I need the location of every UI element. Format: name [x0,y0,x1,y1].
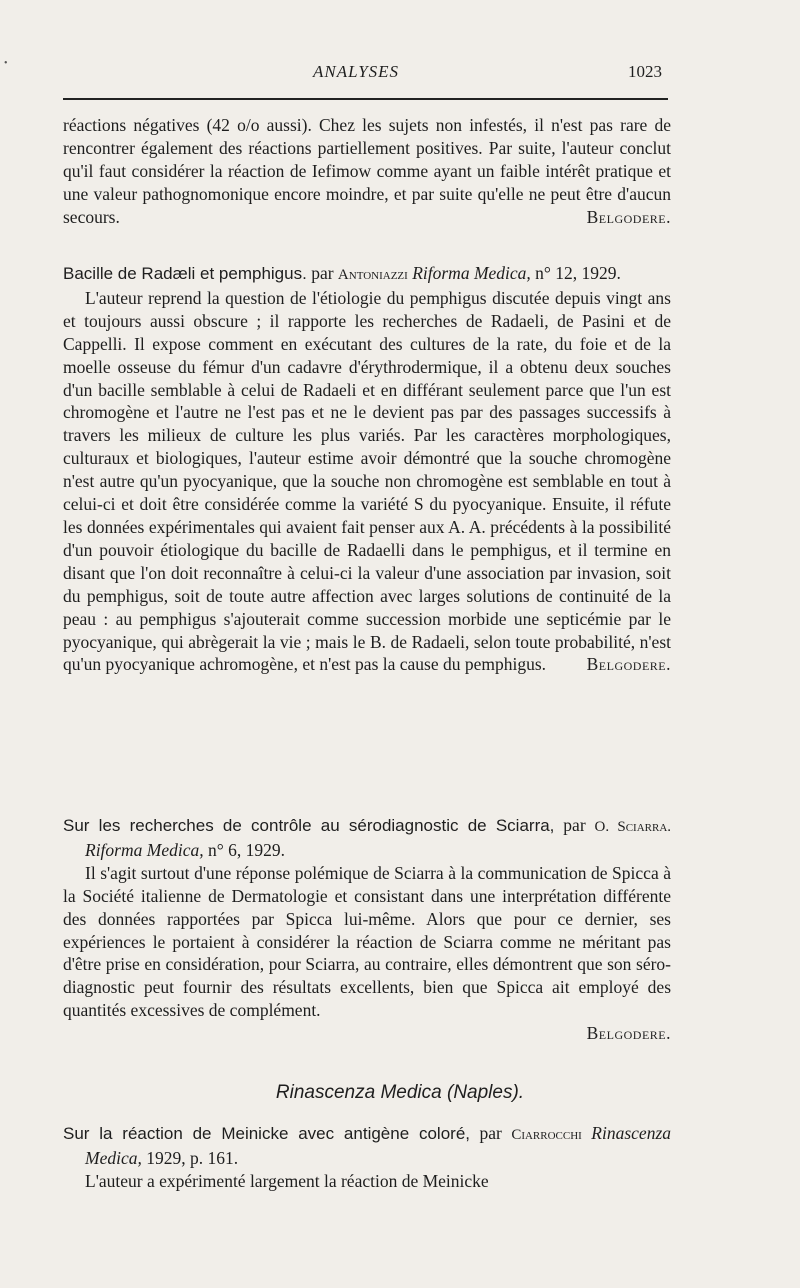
article-2 [63,814,671,1045]
article-1-heading [63,262,671,287]
continued-text: réactions négatives (42 o/o aussi). Chez les sujets non infestés, il n'est pas rare de rencontrer également des réactions partiellement positives. Par suite, l'auteur conclut qu'il faut considérer la réaction de Iefimow comme ayant un faible intérêt pratique et une valeur pathognomonique encore moindre, et par suite qu'elle ne peut être d'aucun secours. [63,115,671,227]
article-1-author: Antoniazzi [337,267,408,283]
article-2-journal: Riforma Medica, [85,839,204,860]
running-header-title: ANALYSES [313,62,400,81]
article-2-par: par [563,815,586,835]
margin-mark: • [4,58,8,69]
article-3-body: L'auteur a expérimenté largement la réaction de Meinicke [85,1170,489,1191]
article-2-ref: n° 6, 1929. [207,839,285,860]
article-2-heading [63,814,671,862]
article-3-ref: 1929, p. 161. [146,1147,239,1168]
article-3 [63,1122,671,1193]
section-title: Rinascenza Medica (Naples). [275,1082,525,1103]
article-1-body [63,287,671,676]
article-3-heading [63,1122,671,1170]
signature-1: Belgodere. [586,206,671,227]
article-1-year: 1929. [581,263,621,283]
article-2-author: O. Sciarra. [594,819,672,835]
signature-3: Belgodere. [586,1023,671,1044]
article-2-body: Il s'agit surtout d'une réponse polémique de Sciarra à la communication de Spicca à la Société italienne de Dermatologie et consistant dans une interprétation différente des données rapportées par Spicca lui-même. Alors que pour ce dernier, ses expériences le portaient à considérer la réaction de Sciarra comme ne méritant pas d'être prise en considération, pour Sciarra, au contraire, elles démontrent que son séro-diagnostic peut fournir des résultats excellents, bien que Spicca ait employé des quantités excessives de complément. [63,862,671,1021]
article-3-par: par [479,1123,502,1143]
signature-2: Belgodere. [586,654,671,675]
article-1-par: par [311,263,334,283]
article-1-journal: Riforma Medica, [412,263,531,283]
article-1-ref: n° 12, [535,263,578,283]
page-number: 1023 [628,62,662,81]
header-rule [63,98,668,100]
article-1-body-text: L'auteur reprend la question de l'étiologie du pemphigus discutée depuis vingt ans et toujours aussi obscure ; il rapporte les recherches de Radaeli, de Pasini et de Cappelli. Il expose comment en exécutant des cultures de la rate, du foie et de la moelle osseuse du fémur d'un cadavre d'érythrodermique, il a obtenu deux souches d'un bacille semblable à celui de Radaeli et en différant seulement parce que l'un est chromogène et l'autre ne l'est pas et ne le devient pas par des passages successifs à travers les milieux de culture les plus variés. Par les caractères morphologiques, culturaux et biologiques, l'auteur estime avoir démontré que la souche chromogène n'est autre qu'un pyocyanique, que la souche non chromogène est semblable en tout à celui-ci et doit être considérée comme la variété S du pyocyanique. Ensuite, il réfute les données expérimentales qui avaient fait penser aux A. A. précédents à la possibilité d'un pouvoir étiologique du bacille de Radaelli dans le pemphigus, et il termine en disant que l'on doit reconnaître à celui-ci la valeur d'une association par invasion, soit du pemphigus, soit de toute autre affection avec larges solutions de continuité de la peau : au pemphigus s'ajouterait comme succession morbide une septicémie par le pyocyanique, qui abrègerait la vie ; mais le B. de Radaeli, selon toute probabilité, n'est qu'un pyocyanique achromogène, et n'est pas la cause du pemphigus. [63,287,671,675]
article-2-title: Sur les recherches de contrôle au sérodiagnostic de Sciarra, [63,816,555,835]
article-3-title: Sur la réaction de Meinicke avec antigène coloré, [63,1124,471,1143]
continued-paragraph [63,114,671,229]
article-1-title: Bacille de Radæli et pemphigus. [63,264,307,283]
article-3-author: Ciarrocchi [511,1127,582,1143]
article-3-journal: Rinascenza Medica, [85,1123,672,1168]
article-1 [63,262,671,676]
